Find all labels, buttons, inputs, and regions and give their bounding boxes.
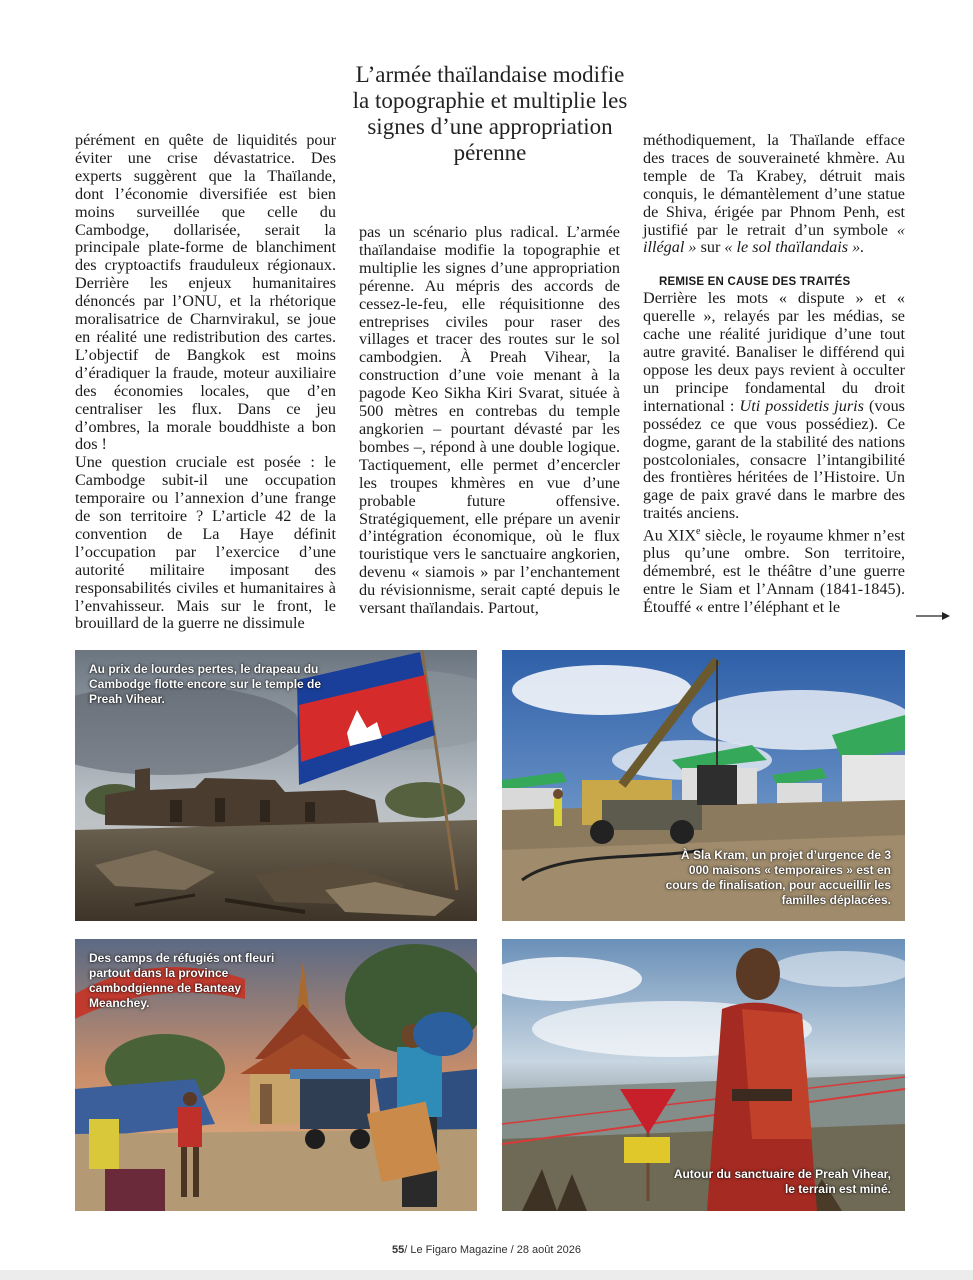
paragraph bbox=[643, 523, 905, 617]
quote: « le sol thaïlandais ». bbox=[724, 238, 865, 257]
photo-refugee-camps bbox=[75, 939, 477, 1211]
photo-construction-site bbox=[502, 650, 905, 921]
paragraph-text: siècle, le royaume khmer n’est plus qu’une ombre. Son territoire, démembré, est le théâtre d’une guerre entre le Siam et l’Annam (1841-1845). Étouffé « entre l’éléphant et le bbox=[643, 526, 905, 617]
section-subhead: REMISE EN CAUSE DES TRAITÉS bbox=[659, 276, 851, 289]
connector-word: sur bbox=[696, 238, 725, 257]
photo-monk-minefield bbox=[502, 939, 905, 1211]
article-column-1 bbox=[75, 132, 336, 633]
photo-caption: Des camps de réfugiés ont fleuri partout dans la province cambodgienne de Banteay Meanchey. bbox=[89, 951, 275, 1010]
bottom-border bbox=[0, 1270, 973, 1280]
paragraph-text: méthodiquement, la Thaïlande efface des traces de souveraineté khmère. Au temple de Ta Krabey, détruit mais conquis, le démantèlement d’une statue de Shiva, érigée par Phnom Penh, est justifié par le retrait d’un symbole bbox=[643, 131, 905, 239]
article-column-2 bbox=[359, 224, 620, 618]
paragraph: Une question cruciale est posée : le Cambodge subit-il une occupation temporaire ou l’annexion d’une frange de son territoire ? L’article 42 de la convention de La Haye définit l’occupation par l’exercice d’une autorité militaire imposant des responsabilités civiles et humanitaires à l’envahisseur. Mais sur le front, le brouillard de la guerre ne dissimule bbox=[75, 453, 336, 633]
page-footer bbox=[0, 1244, 973, 1256]
quote: « illégal » bbox=[643, 220, 905, 257]
photo-caption: À Sla Kram, un projet d’urgence de 3 000 maisons « temporaires » est en cours de finalisation, pour accueillir les familles déplacées. bbox=[665, 848, 891, 907]
paragraph-text: Au XIX bbox=[643, 526, 697, 545]
paragraph: pérément en quête de liquidités pour éviter une crise dévastatrice. Des experts suggèrent que la Thaïlande, dont l’économie diversifiée est bien moins surveillée que celle du Cambodge, dollarisée, serait la principale plate-forme de blanchiment des cryptoactifs frauduleux régionaux. Derrière les enjeux humanitaires dénoncés par l’ONU, et la rhétorique moralisatrice de Charnvirakul, se joue en réalité une redistribution des cartes. L’objectif de Bangkok est moins d’éradiquer la fraude, moteur auxiliaire des économies locales, que d’en centraliser les flux. Dans ce jeu d’ombres, la morale bouddhiste a bon dos ! bbox=[75, 131, 336, 454]
arrow-right-icon bbox=[916, 611, 950, 621]
paragraph bbox=[643, 290, 905, 523]
page-number: 55 bbox=[392, 1244, 405, 1256]
photo-flag-temple bbox=[75, 650, 477, 921]
publication-info: / Le Figaro Magazine / 28 août 2026 bbox=[404, 1244, 581, 1256]
article-column-3 bbox=[643, 132, 905, 617]
photo-caption: Autour du sanctuaire de Preah Vihear, le terrain est miné. bbox=[673, 1167, 891, 1196]
pull-quote: L’armée thaïlandaise modifie la topographie et multiplie les signes d’une appropriation pérenne bbox=[352, 62, 628, 165]
paragraph: pas un scénario plus radical. L’armée thaïlandaise modifie la topographie et multiplie les signes d’une appropriation pérenne. Au mépris des accords de cessez-le-feu, elle réquisitionne des entreprises civiles pour raser des villages et tracer des routes sur le sol cambodgien. À Preah Vihear, la construction d’une voie menant à la pagode Keo Sikha Kiri Svarat, située à 500 mètres en contrebas du temple angkorien – pourtant dévasté par les bombes –, répond à une double logique. Tactiquement, elle permet d’encercler les troupes khmères en vue d’une probable future offensive. Stratégiquement, elle prépare un avenir d’intégration économique, où le flux touristique vers le sanctuaire angkorien, devenu « siamois » par l’enchantement du révisionnisme, serait capté depuis le versant thaïlandais. Partout, bbox=[359, 223, 620, 618]
paragraph bbox=[643, 132, 905, 257]
photo-caption: Au prix de lourdes pertes, le drapeau du Cambodge flotte encore sur le temple de Preah Vihear. bbox=[89, 662, 322, 706]
paragraph-text: Derrière les mots « dispute » et « querelle », relayés par les médias, se cache une réalité juridique d’une tout autre gravité. Banaliser le différend qui oppose les deux pays revient à occulter un principe fondamental du droit international : bbox=[643, 289, 905, 415]
latin-phrase: Uti possidetis juris bbox=[739, 396, 864, 415]
superscript: e bbox=[696, 526, 701, 538]
paragraph-text: (vous possédez ce que vous possédiez). Ce dogme, garant de la stabilité des nations postcoloniales, consacre l’intangibilité des frontières héritées de l’Histoire. Un gage de paix gravé dans le marbre des traités anciens. bbox=[643, 396, 905, 523]
